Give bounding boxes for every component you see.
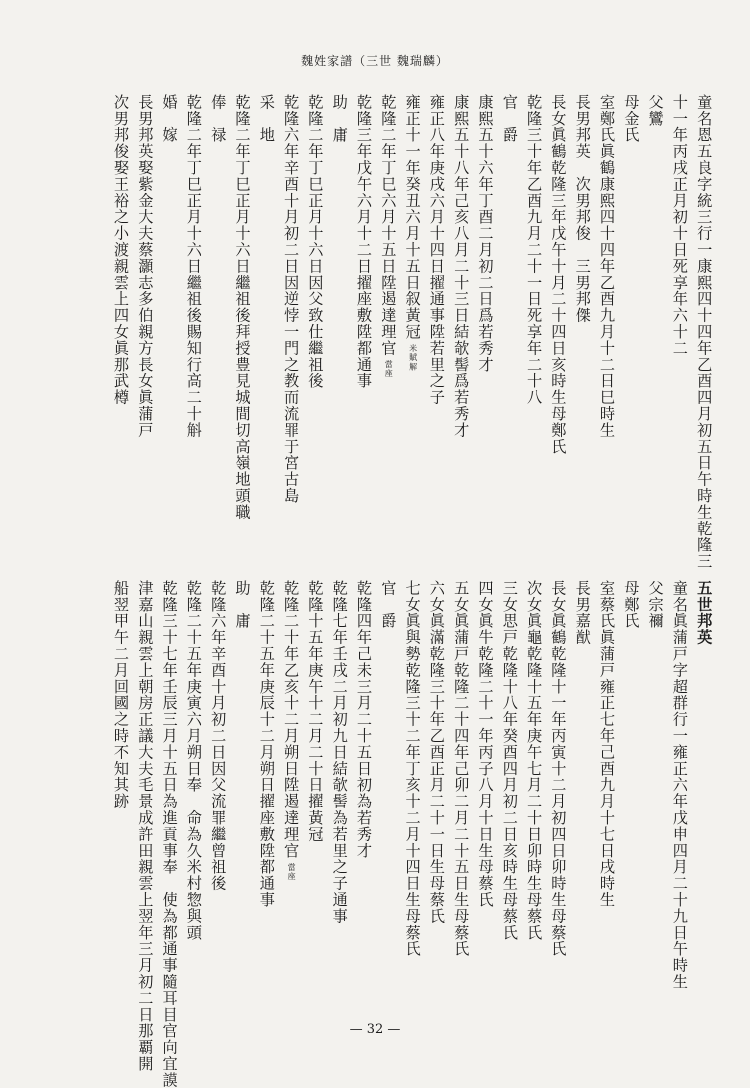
text-column: 乾隆二年丁巳正月十六日因父致仕繼祖後: [306, 94, 325, 390]
text-column: 助 庸: [233, 580, 252, 630]
text-column: 乾隆六年辛酉十月初二日因逆悖一門之教而流罪于宮古島: [282, 94, 301, 504]
text-column: 室蔡氏眞蒲戸雍正七年己酉九月十七日戌時生: [598, 580, 616, 908]
text-column: 次男邦俊娶王裕之小渡親雲上四女眞那武樽: [112, 94, 130, 406]
text-column: 雍正十一年癸丑六月十五日叙黃冠米賦解: [403, 94, 422, 372]
page-number: — 32 —: [349, 1022, 401, 1037]
text-column: 乾隆三十年乙酉九月二十一日死享年二十八: [525, 94, 544, 406]
text-column: 采 地: [257, 94, 276, 144]
text-column: 四女眞牛乾隆二十一年丙子八月十日生母蔡氏: [476, 580, 495, 908]
text-column: 長女眞鶴乾隆三年戊午十月二十四日亥時生母鄭氏: [549, 94, 568, 455]
interlinear-note: 米賦解: [408, 344, 418, 372]
text-column: 室鄭氏眞鶴康熙四十四年乙酉九月十二日巳時生: [598, 94, 616, 439]
text-column: 長男嘉猷: [573, 580, 592, 646]
text-column: 長男邦英 次男邦俊 三男邦傑: [573, 94, 592, 324]
text-column: 康熙五十六年丁酉二月初二日爲若秀才: [476, 94, 495, 373]
text-column: 長女眞鶴乾隆十一年丙寅十二月初四日卯時生母蔡氏: [549, 580, 568, 958]
text-column: 乾隆三年戊午六月十二日擢座敷陞都通事: [355, 94, 373, 390]
text-column: 官 爵: [500, 94, 519, 144]
text-column: 俸 禄: [209, 94, 228, 144]
text-column: 船翌甲午二月回國之時不知其跡: [112, 580, 130, 810]
text-column: 父宗禰: [646, 580, 665, 630]
interlinear-note: 當座: [287, 862, 297, 882]
text-column: 助 庸: [330, 94, 349, 144]
text-column: 乾隆二年丁巳六月十五日陞遏達理官當座: [379, 94, 398, 379]
text-column: 乾隆二年丁巳正月十六日繼祖後賜知行高二十斛: [184, 94, 203, 439]
text-column: 乾隆三十七年壬辰三月十五日為進貢事奉 使為都通事隨耳目官向宜謨: [160, 580, 179, 1088]
text-column: 童名恩五良字統三行一康熙四十四年乙酉四月初五日午時生乾隆三: [695, 94, 714, 570]
text-column: 官 爵: [379, 580, 398, 630]
text-column: 乾隆七年壬戌二月初九日結欹髻為若里之子通事: [330, 580, 349, 925]
text-column: 乾隆二年丁巳正月十六日繼祖後拜授豊見城間切高嶺地頭職: [233, 94, 252, 521]
text-column: 乾隆四年己未三月二十五日初為若秀才: [355, 580, 373, 859]
text-column: 三女思戸乾隆十八年癸酉四月初二日亥時生母蔡氏: [500, 580, 519, 941]
text-column: 七女眞與勢乾隆三十二年丁亥十二月十四日生母蔡氏: [403, 580, 422, 958]
text-column: 雍正八年庚戌六月十四日擢通事陞若里之子: [427, 94, 446, 406]
text-column: 母鄭氏: [622, 580, 641, 630]
generation-heading: 五世邦英: [695, 580, 714, 646]
text-column: 乾隆二十五年庚寅六月朔日奉 命為久米村惣與頭: [184, 580, 203, 941]
text-column: 婚 嫁: [160, 94, 179, 144]
text-column: 十一年丙戌正月初十日死享年六十二: [670, 94, 689, 357]
text-column: 乾隆二十五年庚辰十二月朔日擢座敷陞都通事: [257, 580, 276, 908]
text-column: 乾隆十五年庚午十二月二十日擢黃冠: [306, 580, 325, 843]
text-column: 童名眞蒲戸字超群行一雍正六年戊申四月二十九日午時生: [670, 580, 689, 990]
running-head: 魏姓家譜（三世 魏瑞麟）: [301, 54, 449, 68]
text-column: 父鸞: [646, 94, 665, 127]
text-column: 津嘉山親雲上朝房正議大夫毛景成許田親雲上翌年三月初二日那覇開: [136, 580, 155, 1072]
text-column: 五女眞蒲戸乾隆二十四年己卯二月二十五日生母蔡氏: [452, 580, 471, 958]
text-column: 次女眞龜乾隆十五年庚午七月二十日卯時生母蔡氏: [525, 580, 544, 941]
text-column: 六女眞滿乾隆三十年乙酉正月二十一日生母蔡氏: [427, 580, 446, 925]
text-column: 康熙五十八年己亥八月二十三日結欹髻爲若秀才: [452, 94, 471, 439]
text-column: 母金氏: [622, 94, 641, 144]
text-column: 乾隆二十年乙亥十二月朔日陞遏達理官當座: [282, 580, 301, 882]
text-column: 長男邦英娶紫金大夫蔡灝志多伯親方長女眞蒲戸: [136, 94, 155, 439]
text-column: 乾隆六年辛酉十月初二日因父流罪繼曾祖後: [209, 580, 228, 892]
interlinear-note: 當座: [384, 360, 394, 379]
